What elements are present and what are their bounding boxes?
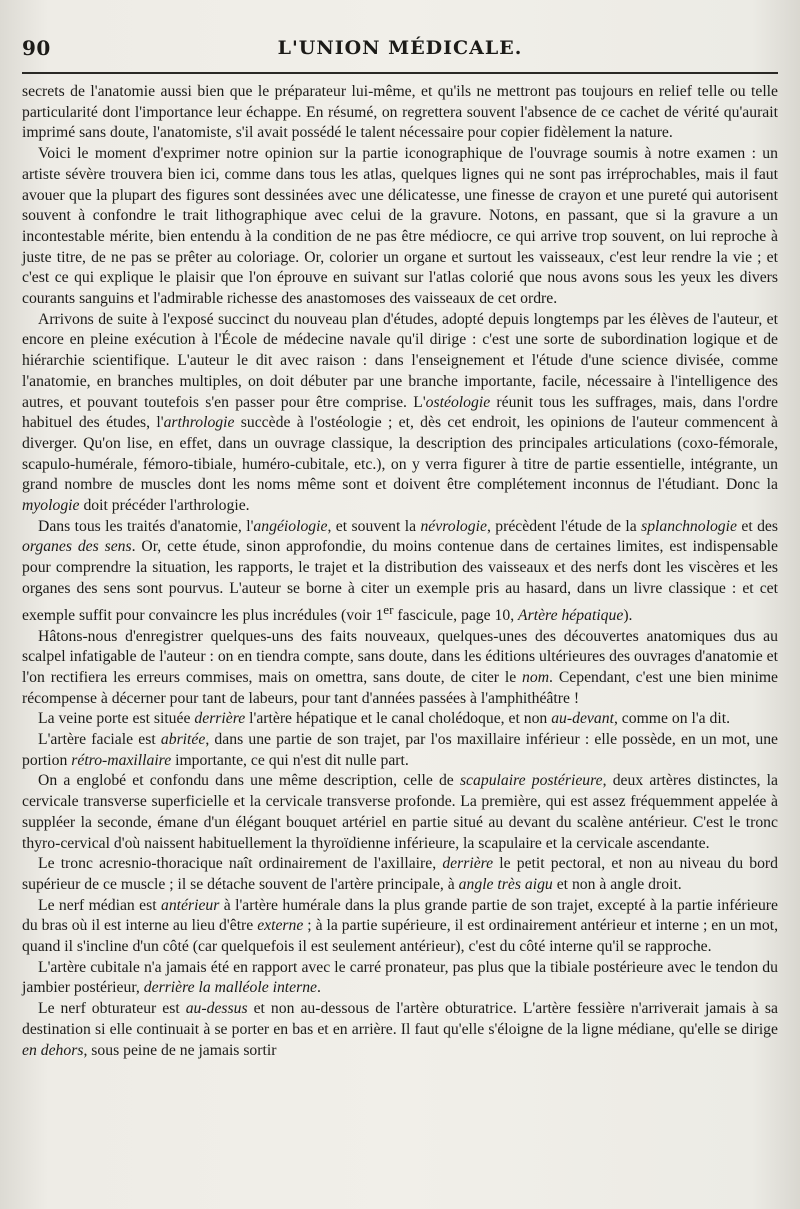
header-rule: [22, 72, 778, 74]
paragraph: L'artère faciale est abritée, dans une partie de son trajet, par l'os maxillaire inférieur : elle possède, en un mot, une portion rétro-maxillaire importante, ce qui n'est dit nulle part.: [22, 731, 778, 769]
paragraph: Arrivons de suite à l'exposé succinct du nouveau plan d'études, adopté depuis longtemps par les élèves de l'auteur, et encore en pleine exécution à l'École de médecine navale qu'il dirige : c'est une sorte de subordination logique et de hiérarchie scientifique. L'auteur le dit avec raison : dans l'enseignement et l'étude d'une science divisée, comme l'anatomie, en branches multiples, on doit débuter par une branche importante, facile, nécessaire à l'intelligence des autres, et pouvant toutefois s'en passer pour être comprise. L'ostéologie réunit tous les suffrages, mais, dans l'ordre habituel des études, l'arthrologie succède à l'ostéologie ; et, dès cet endroit, les opinions de l'auteur commencent à diverger. Qu'on lise, en effet, dans un ouvrage classique, la description des principales articulations (coxo-fémorale, scapulo-humérale, fémoro-tibiale, huméro-cubitale, etc.), on y verra figurer à titre de partie essentielle, intégrante, un grand nombre de muscles dont les noms même sont et doivent être complétement inconnus de l'étudiant. Donc la myologie doit précéder l'arthrologie.: [22, 310, 778, 515]
page-header: [22, 36, 778, 62]
paragraph: On a englobé et confondu dans une même description, celle de scapulaire postérieure, deux artères distinctes, la cervicale transverse superficielle et la cervicale transverse profonde. La première, qui est assez fréquemment appelée à suppléer la seconde, émane d'un élégant bouquet artériel en partie situé au devant du scalène antérieur. C'est le tronc thyro-cervical d'où naissent habituellement la thyroïdienne inférieure, la scapulaire et la cervicale ascendante.: [22, 772, 778, 852]
paragraph: Dans tous les traités d'anatomie, l'angéiologie, et souvent la névrologie, précèdent l'étude de la splanchnologie et des organes des sens. Or, cette étude, sinon approfondie, du moins contenue dans de certaines limites, est indispensable pour comprendre la situation, les rapports, le trajet et la distribution des vaisseaux et des nerfs dont les viscères et les organes des sens sont pourvus. L'auteur se borne à citer un exemple pris au hasard, dans un livre classique : et cet exemple suffit pour convaincre les plus incrédules (voir 1er fascicule, page 10, Artère hépatique).: [22, 517, 778, 624]
paragraph: Le tronc acresnio-thoracique naît ordinairement de l'axillaire, derrière le petit pectoral, et non au niveau du bord supérieur de ce muscle ; il se détache souvent de l'artère principale, à angle très aigu et non à angle droit.: [22, 855, 779, 893]
running-title: L'UNION MÉDICALE.: [277, 37, 523, 59]
paragraph: La veine porte est située derrière l'artère hépatique et le canal cholédoque, et non au-devant, comme on l'a dit.: [38, 710, 731, 728]
paragraph: Le nerf médian est antérieur à l'artère humérale dans la plus grande partie de son trajet, excepté à la partie inférieure du bras où il est interne au lieu d'être externe ; à la partie supérieure, il est ordinairement antérieur et interne ; en un mot, quand il s'incline d'un côté (car quelquefois il est seulement antérieur), c'est du côté interne qu'il se rapproche.: [22, 896, 778, 956]
page-number: 90: [22, 36, 51, 60]
paragraph: Hâtons-nous d'enregistrer quelques-uns des faits nouveaux, quelques-unes des découvertes anatomiques dus au scalpel infatigable de l'auteur : on en tiendra compte, sans doute, dans les éditions ultérieures des ouvrages d'anatomie et l'on rectifiera les erreurs commises, mais on omettra, sans doute, de citer le nom. Cependant, c'est une bien minime récompense à décerner pour tant de labeurs, pour tant d'années passées à l'amphithéâtre !: [22, 627, 778, 707]
paragraph: Voici le moment d'exprimer notre opinion sur la partie iconographique de l'ouvrage soumis à notre examen : un artiste sévère trouvera bien ici, comme dans tous les atlas, quelques lignes qui ne sont pas irréprochables, mais il faut avouer que la plupart des figures sont dessinées avec une délicatesse, une finesse de crayon et une pureté qui autorisent souvent à confondre le trait lithographique avec celui de la gravure. Notons, en passant, que si la gravure a un incontestable mérite, bien entendu à la condition de ne pas être médiocre, ce qui arrive trop souvent, on lui reproche à juste titre, de ne pas se prêter au coloriage. Or, colorier un organe et surtout les vaisseaux, c'est leur rendre la vie ; et c'est ce qui explique le plaisir que l'on éprouve en suivant sur l'atlas colorié que nous avons sous les yeux les divers courants sanguins et l'admirable richesse des anastomoses des vaisseaux de cet ordre.: [22, 145, 778, 308]
paragraph: secrets de l'anatomie aussi bien que le préparateur lui-même, et qu'ils ne mettront pas toujours en relief telle ou telle particularité dont l'importance leur échappe. En résumé, on regrettera souvent l'absence de ce cachet de vérité qu'aurait imprimé sans doute, l'anatomiste, s'il avait possédé le talent nécessaire pour copier fidèlement la nature.: [22, 83, 778, 142]
paragraph: L'artère cubitale n'a jamais été en rapport avec le carré pronateur, pas plus que la tibiale postérieure avec le tendon du jambier postérieur, derrière la malléole interne.: [22, 958, 778, 997]
body-text: [22, 82, 778, 1061]
paragraph: Le nerf obturateur est au-dessus et non au-dessous de l'artère obturatrice. L'artère fessière n'arriverait jamais à sa destination si elle continuait à se porter en bas et en arrière. Il faut qu'elle s'éloigne de la ligne médiane, qu'elle se dirige en dehors, sous peine de ne jamais sortir: [22, 1000, 778, 1059]
